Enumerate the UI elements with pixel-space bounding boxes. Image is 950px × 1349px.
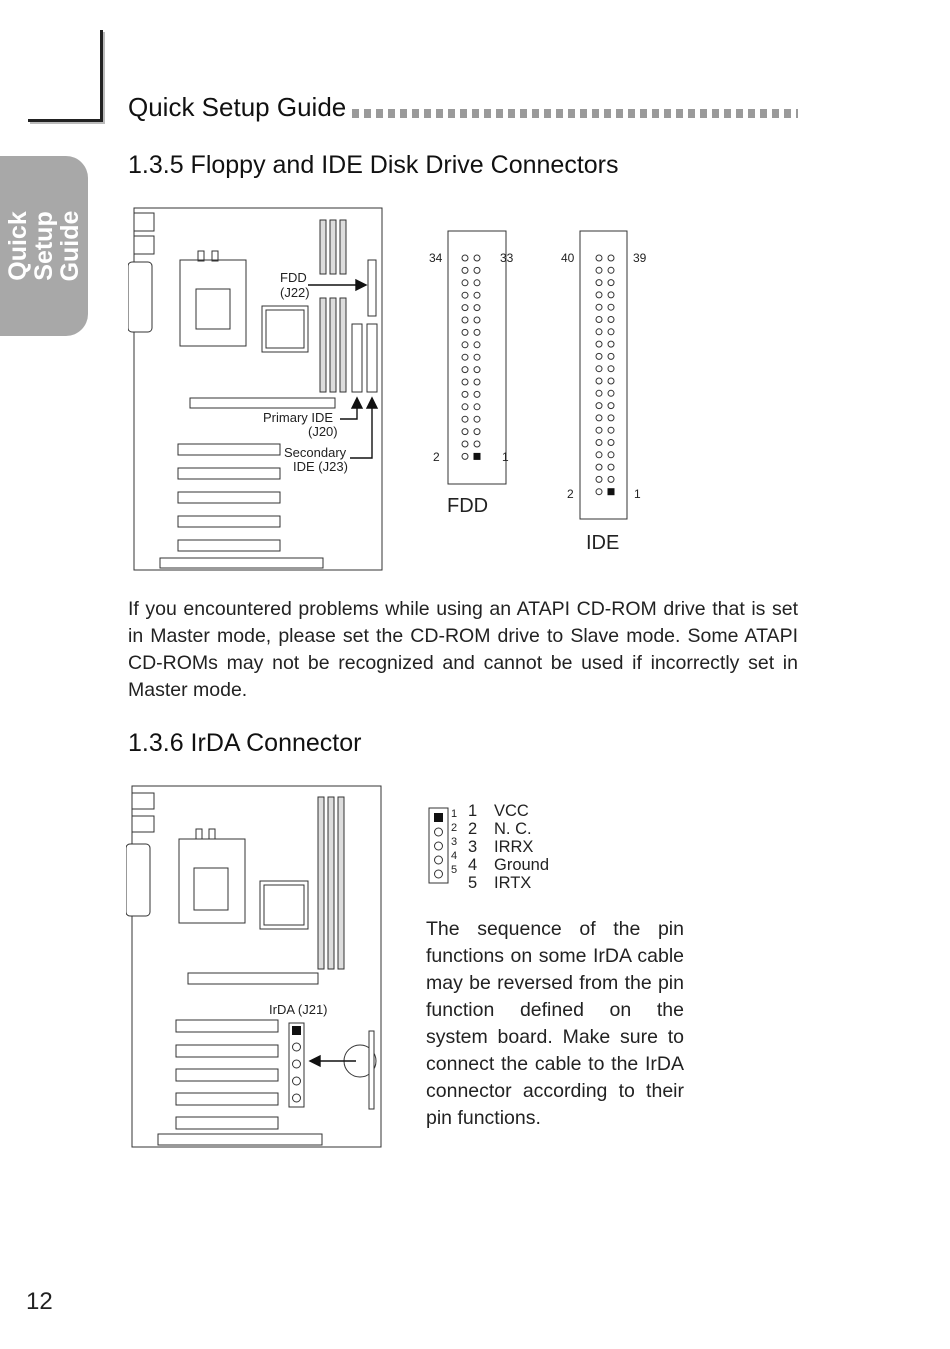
connector-pin (462, 267, 468, 273)
connector-pin (462, 367, 468, 373)
irda-header-pin-number: 1 (451, 808, 458, 820)
label-secondary: Secondary (284, 445, 347, 460)
connector-pin (596, 440, 602, 446)
connector-pin (608, 329, 614, 335)
label-primary-ide-ref: (J20) (308, 424, 338, 439)
connector-pin (608, 292, 614, 298)
connector-pin (462, 391, 468, 397)
connector-pin (608, 476, 614, 482)
connector-pin (474, 267, 480, 273)
connector-pin (608, 317, 614, 323)
fdd-pin-grid (462, 255, 481, 460)
irda-header-pin-number: 2 (451, 822, 458, 834)
connector-pin (608, 341, 614, 347)
irda-header-pin-number: 3 (451, 836, 458, 848)
connector-pin (596, 341, 602, 347)
connector-pin (462, 317, 468, 323)
irda-header-pin-number: 4 (451, 850, 458, 862)
connector-pin (608, 464, 614, 470)
connector-pin (474, 317, 480, 323)
connector-pin (474, 391, 480, 397)
label-fdd-ref: (J22) (280, 285, 310, 300)
connector-pin (462, 354, 468, 360)
pin-number: 1 (468, 802, 478, 820)
pin-function: IRRX (494, 838, 534, 856)
fdd-connector-pinout (420, 228, 530, 528)
section-heading-irda: 1.3.6 IrDA Connector (128, 729, 362, 757)
connector-pin (462, 379, 468, 385)
connector-pin (462, 305, 468, 311)
connector-pin (462, 441, 468, 447)
connector-pin (474, 255, 480, 261)
running-header-title: Quick Setup Guide (128, 92, 347, 122)
irda-header-pin-numbers (451, 807, 457, 877)
connector-pin (474, 429, 480, 435)
pin-number: 5 (468, 874, 478, 892)
ide-pin-grid (596, 255, 615, 495)
connector-pin (596, 378, 602, 384)
pin-function: Ground (494, 856, 550, 874)
irda-pin-row (468, 838, 549, 856)
connector-pin (596, 353, 602, 359)
connector-pin (596, 403, 602, 409)
connector-pin (596, 255, 602, 261)
connector-pin (596, 329, 602, 335)
connector-pin (608, 267, 614, 273)
connector-pin (596, 489, 602, 495)
connector-pin (462, 342, 468, 348)
connector-pin (462, 292, 468, 298)
connector-pin (474, 292, 480, 298)
side-tab (0, 156, 88, 336)
connector-pin (596, 464, 602, 470)
connector-pin (608, 403, 614, 409)
pin-function: IRTX (494, 874, 532, 892)
pin-function: VCC (494, 802, 529, 820)
connector-pin (462, 429, 468, 435)
pin-number: 4 (468, 856, 478, 874)
connector-pin (462, 416, 468, 422)
connector-pin (474, 329, 480, 335)
connector-pin (608, 304, 614, 310)
connector-pin (596, 280, 602, 286)
connector-pin (596, 476, 602, 482)
connector-pin (596, 292, 602, 298)
connector-pin (608, 390, 614, 396)
section-heading-floppy-ide: 1.3.5 Floppy and IDE Disk Drive Connectors (128, 151, 619, 179)
ide-pin-40-label: 40 (561, 251, 575, 265)
label-primary-ide: Primary IDE (263, 410, 334, 425)
connector-pin (474, 305, 480, 311)
irda-pin-row (468, 856, 549, 874)
motherboard-diagram-irda (126, 783, 388, 1153)
page-number: 12 (26, 1288, 53, 1315)
corner-mark-vertical (100, 30, 103, 122)
connector-pin (462, 255, 468, 261)
connector-pin (608, 353, 614, 359)
fdd-pin-1-label: 1 (502, 450, 509, 464)
connector-pin (608, 452, 614, 458)
paragraph-atapi-note: If you encountered problems while using an ATAPI CD-ROM drive that is set in Master mode, please set the CD-ROM drive to Slave mode. Some ATAPI CD-ROMs may not be recognized and cannot be used if incorrectly set in Master mode. (128, 598, 798, 701)
connector-pin (462, 453, 468, 459)
connector-pin (474, 367, 480, 373)
connector-pin (608, 427, 614, 433)
connector-pin (474, 342, 480, 348)
label-fdd: FDD (280, 270, 307, 285)
connector-pin (462, 329, 468, 335)
side-tab-label-text: Quick Setup Guide (4, 210, 84, 282)
connector-pin (608, 440, 614, 446)
connector-pin (596, 415, 602, 421)
side-tab-label (5, 211, 83, 282)
connector-pin (596, 304, 602, 310)
connector-pin (596, 366, 602, 372)
corner-mark-horizontal (28, 119, 103, 122)
label-irda-j21: IrDA (J21) (269, 1002, 328, 1017)
motherboard-diagram-fdd-ide (128, 205, 388, 575)
pin-number: 3 (468, 838, 478, 856)
connector-pin (608, 366, 614, 372)
connector-pin (474, 379, 480, 385)
fdd-caption: FDD (447, 495, 489, 517)
fdd-pin-34-label: 34 (429, 251, 443, 265)
connector-pin (608, 415, 614, 421)
connector-pin (596, 267, 602, 273)
irda-pin-function-list (468, 802, 549, 892)
fdd-pin-33-label: 33 (500, 251, 514, 265)
header-dotted-rule (352, 109, 798, 118)
irda-pin-row (468, 802, 549, 820)
connector-pin (462, 404, 468, 410)
connector-pin (474, 404, 480, 410)
connector-pin (596, 390, 602, 396)
connector-pin (608, 488, 615, 495)
irda-pin-header-icon (428, 807, 464, 890)
pin-function: N. C. (494, 820, 532, 838)
connector-pin (608, 280, 614, 286)
connector-pin (474, 354, 480, 360)
connector-pin (474, 416, 480, 422)
connector-pin (474, 453, 481, 460)
connector-pin (596, 452, 602, 458)
ide-pin-1-label: 1 (634, 487, 641, 501)
connector-pin (608, 378, 614, 384)
label-secondary-ref: IDE (J23) (293, 459, 348, 474)
pin-number: 2 (468, 820, 478, 838)
irda-pin-row (468, 874, 549, 892)
ide-pin-2-label: 2 (567, 487, 574, 501)
ide-caption: IDE (586, 532, 620, 554)
irda-pin-row (468, 820, 549, 838)
connector-pin (596, 317, 602, 323)
paragraph-irda-note: The sequence of the pin functions on some IrDA cable may be reversed from the pin function defined on the system board. Make sure to connect the cable to the IrDA connector according to their pin functions. (426, 918, 684, 1129)
connector-pin (596, 427, 602, 433)
connector-pin (462, 280, 468, 286)
fdd-pin-2-label: 2 (433, 450, 440, 464)
ide-pin-39-label: 39 (633, 251, 647, 265)
irda-header-pin-number: 5 (451, 864, 458, 876)
ide-connector-pinout (555, 228, 665, 558)
connector-pin (474, 280, 480, 286)
connector-pin (474, 441, 480, 447)
connector-pin (608, 255, 614, 261)
